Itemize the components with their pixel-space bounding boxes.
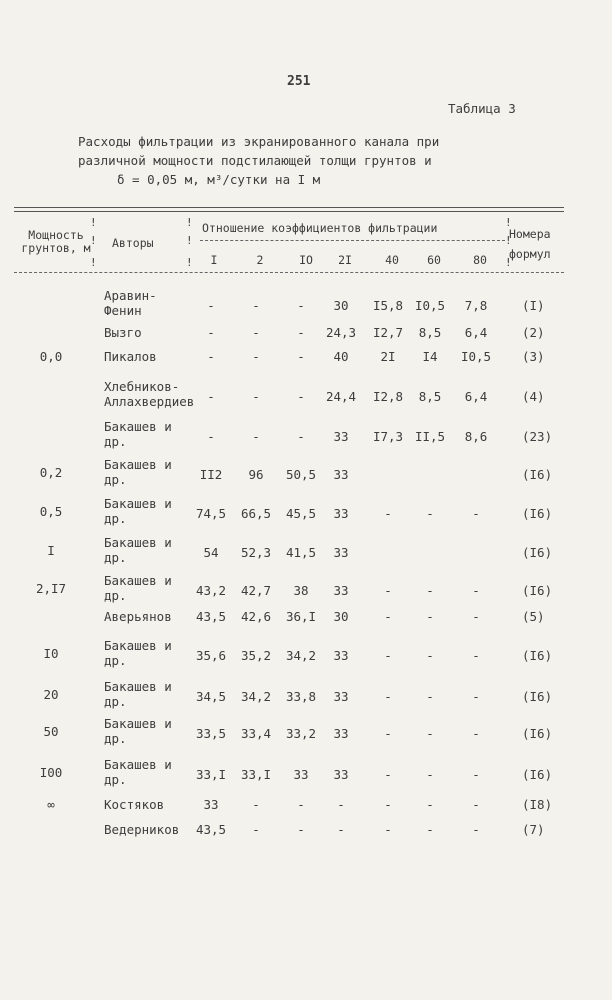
value-cell: - — [384, 822, 392, 837]
value-cell: 36,I — [285, 609, 317, 624]
value-cell: 41,5 — [285, 545, 317, 560]
value-cell: - — [297, 797, 305, 812]
value-cell: - — [426, 797, 434, 812]
value-cell: 43,5 — [195, 822, 227, 837]
value-cell: - — [207, 349, 215, 364]
value-cell: 33 — [333, 689, 349, 704]
table-row — [0, 638, 612, 670]
author-cell: Вызго — [104, 325, 142, 340]
table-row — [0, 496, 612, 528]
value-cell: - — [472, 648, 480, 663]
thickness-cell: 0,2 — [39, 465, 63, 480]
formula-cell: (5) — [522, 609, 545, 624]
separator: ! — [505, 234, 512, 247]
author-cell: Бакашев и др. — [104, 573, 172, 603]
table-top-rule-2 — [14, 211, 564, 212]
table-row — [0, 535, 612, 567]
value-cell: - — [384, 609, 392, 624]
thickness-cell: 20 — [43, 687, 59, 702]
ratio-col-80: 80 — [473, 253, 487, 267]
value-cell: 33 — [333, 467, 349, 482]
value-cell: 42,6 — [240, 609, 272, 624]
author-cell: Бакашев и др. — [104, 716, 172, 746]
value-cell: 34,5 — [195, 689, 227, 704]
author-cell: Бакашев и др. — [104, 457, 172, 487]
value-cell: 33,8 — [285, 689, 317, 704]
value-cell: II,5 — [414, 429, 446, 444]
value-cell: 40 — [333, 349, 349, 364]
formula-cell: (I6) — [522, 726, 553, 741]
value-cell: 54 — [203, 545, 219, 560]
ratio-col-21: 2I — [338, 253, 352, 267]
value-cell: 8,5 — [418, 325, 442, 340]
value-cell: - — [207, 429, 215, 444]
value-cell: 6,4 — [464, 325, 488, 340]
value-cell: - — [426, 726, 434, 741]
formula-cell: (I6) — [522, 648, 553, 663]
thickness-cell: I00 — [39, 765, 63, 780]
value-cell: - — [337, 822, 345, 837]
thickness-cell: 50 — [43, 724, 59, 739]
thickness-cell: ∞ — [47, 797, 55, 812]
value-cell: 33 — [333, 506, 349, 521]
author-cell: Аравин- Фенин — [104, 288, 157, 318]
value-cell: 33,4 — [240, 726, 272, 741]
value-cell: - — [297, 822, 305, 837]
value-cell: - — [472, 609, 480, 624]
value-cell: 33,5 — [195, 726, 227, 741]
value-cell: 33,I — [195, 767, 227, 782]
separator: ! — [505, 216, 512, 229]
formula-cell: (I6) — [522, 583, 553, 598]
ratio-col-2: 2 — [256, 253, 264, 267]
value-cell: 7,8 — [464, 298, 488, 313]
page-number: 251 — [287, 74, 311, 89]
value-cell: 2I — [380, 349, 396, 364]
author-cell: Бакашев и др. — [104, 679, 172, 709]
value-cell: I0,5 — [414, 298, 446, 313]
caption-line-1: Расходы фильтрации из экранированного канала при — [78, 134, 440, 149]
value-cell: 74,5 — [195, 506, 227, 521]
table-row — [0, 349, 612, 381]
value-cell: 8,6 — [464, 429, 488, 444]
value-cell: - — [384, 767, 392, 782]
formula-cell: (I6) — [522, 767, 553, 782]
value-cell: - — [252, 349, 260, 364]
separator: ! — [90, 216, 97, 229]
value-cell: - — [297, 325, 305, 340]
value-cell: - — [207, 389, 215, 404]
value-cell: - — [384, 726, 392, 741]
formula-cell: (I6) — [522, 467, 553, 482]
value-cell: - — [297, 389, 305, 404]
author-cell: Ведерников — [104, 822, 180, 837]
value-cell: - — [252, 429, 260, 444]
value-cell: 33 — [333, 648, 349, 663]
ratio-col-40: 40 — [385, 253, 399, 267]
value-cell: 33 — [333, 429, 349, 444]
author-cell: Бакашев и др. — [104, 757, 172, 787]
value-cell: - — [384, 506, 392, 521]
value-cell: 66,5 — [240, 506, 272, 521]
value-cell: - — [472, 726, 480, 741]
value-cell: 34,2 — [285, 648, 317, 663]
value-cell: 52,3 — [240, 545, 272, 560]
value-cell: - — [426, 506, 434, 521]
header-bottom-rule — [14, 272, 564, 273]
formula-cell: (I6) — [522, 689, 553, 704]
value-cell: - — [426, 689, 434, 704]
caption-line-3: δ = 0,05 м, м³/сутки на I м — [117, 172, 321, 187]
value-cell: I5,8 — [372, 298, 404, 313]
value-cell: 24,4 — [325, 389, 357, 404]
author-cell: Хлебников- Аллахвердиев — [104, 379, 195, 409]
value-cell: - — [426, 767, 434, 782]
table-top-rule — [14, 207, 564, 208]
caption-line-2: различной мощности подстилающей толщи грунтов и — [78, 153, 432, 168]
ratio-col-10: IO — [299, 253, 313, 267]
table-row — [0, 457, 612, 489]
separator: ! — [186, 234, 193, 247]
value-cell: - — [337, 797, 345, 812]
value-cell: - — [472, 767, 480, 782]
value-cell: - — [297, 429, 305, 444]
value-cell: 35,2 — [240, 648, 272, 663]
formula-cell: (4) — [522, 389, 545, 404]
value-cell: 34,2 — [240, 689, 272, 704]
table-row — [0, 288, 612, 320]
value-cell: I2,7 — [372, 325, 404, 340]
thickness-cell: 2,I7 — [35, 581, 67, 596]
thickness-cell: I0 — [43, 646, 59, 661]
separator: ! — [90, 234, 97, 247]
ratio-col-60: 60 — [427, 253, 441, 267]
value-cell: 33 — [333, 726, 349, 741]
value-cell: - — [472, 506, 480, 521]
value-cell: 33 — [293, 767, 309, 782]
formula-cell: (7) — [522, 822, 545, 837]
table-row — [0, 609, 612, 641]
header-ratio: Отношение коэффициентов фильтрации — [202, 221, 438, 235]
value-cell: 30 — [333, 609, 349, 624]
value-cell: 33,2 — [285, 726, 317, 741]
header-thickness: Мощность грунтов, м — [21, 228, 91, 255]
ratio-col-1: I — [210, 253, 218, 267]
table-row — [0, 419, 612, 451]
separator: ! — [186, 216, 193, 229]
value-cell: 30 — [333, 298, 349, 313]
value-cell: - — [252, 389, 260, 404]
thickness-cell: 0,0 — [39, 349, 63, 364]
formula-cell: (3) — [522, 349, 545, 364]
value-cell: - — [252, 325, 260, 340]
author-cell: Бакашев и др. — [104, 535, 172, 565]
header-authors: Авторы — [112, 236, 154, 250]
separator: ! — [186, 256, 193, 269]
value-cell: - — [297, 298, 305, 313]
value-cell: - — [384, 689, 392, 704]
value-cell: - — [252, 822, 260, 837]
value-cell: - — [426, 609, 434, 624]
header-formula-numbers: Номера формул — [509, 227, 551, 261]
value-cell: I2,8 — [372, 389, 404, 404]
value-cell: 24,3 — [325, 325, 357, 340]
table-row — [0, 379, 612, 411]
value-cell: - — [472, 822, 480, 837]
thickness-cell: I — [47, 543, 55, 558]
value-cell: I7,3 — [372, 429, 404, 444]
value-cell: - — [472, 689, 480, 704]
value-cell: - — [207, 325, 215, 340]
formula-cell: (2) — [522, 325, 545, 340]
value-cell: 38 — [293, 583, 309, 598]
table-row — [0, 757, 612, 789]
author-cell: Бакашев и др. — [104, 496, 172, 526]
separator: ! — [90, 256, 97, 269]
author-cell: Бакашев и др. — [104, 419, 172, 449]
value-cell: 45,5 — [285, 506, 317, 521]
value-cell: - — [384, 648, 392, 663]
value-cell: - — [426, 583, 434, 598]
separator: ! — [505, 256, 512, 269]
value-cell: 35,6 — [195, 648, 227, 663]
value-cell: 33 — [333, 545, 349, 560]
value-cell: I4 — [422, 349, 438, 364]
value-cell: - — [252, 298, 260, 313]
value-cell: - — [297, 349, 305, 364]
value-cell: 43,5 — [195, 609, 227, 624]
formula-cell: (I) — [522, 298, 545, 313]
value-cell: - — [472, 583, 480, 598]
formula-cell: (I6) — [522, 545, 553, 560]
value-cell: I0,5 — [460, 349, 492, 364]
value-cell: - — [472, 797, 480, 812]
value-cell: 96 — [248, 467, 264, 482]
value-cell: 42,7 — [240, 583, 272, 598]
value-cell: II2 — [199, 467, 223, 482]
value-cell: - — [252, 797, 260, 812]
formula-cell: (I6) — [522, 506, 553, 521]
value-cell: - — [207, 298, 215, 313]
value-cell: 6,4 — [464, 389, 488, 404]
value-cell: 43,2 — [195, 583, 227, 598]
value-cell: 8,5 — [418, 389, 442, 404]
value-cell: - — [384, 797, 392, 812]
formula-cell: (23) — [522, 429, 553, 444]
thickness-cell: 0,5 — [39, 504, 63, 519]
table-row — [0, 716, 612, 748]
value-cell: 33 — [203, 797, 219, 812]
value-cell: 33,I — [240, 767, 272, 782]
table-row — [0, 573, 612, 605]
author-cell: Пикалов — [104, 349, 157, 364]
value-cell: - — [426, 822, 434, 837]
value-cell: - — [384, 583, 392, 598]
author-cell: Аверьянов — [104, 609, 172, 624]
value-cell: - — [426, 648, 434, 663]
value-cell: 50,5 — [285, 467, 317, 482]
table-row — [0, 822, 612, 854]
value-cell: 33 — [333, 583, 349, 598]
table-label: Таблица 3 — [448, 101, 516, 116]
value-cell: 33 — [333, 767, 349, 782]
author-cell: Бакашев и др. — [104, 638, 172, 668]
table-row — [0, 679, 612, 711]
formula-cell: (I8) — [522, 797, 553, 812]
author-cell: Костяков — [104, 797, 165, 812]
ratio-header-rule — [200, 240, 505, 241]
